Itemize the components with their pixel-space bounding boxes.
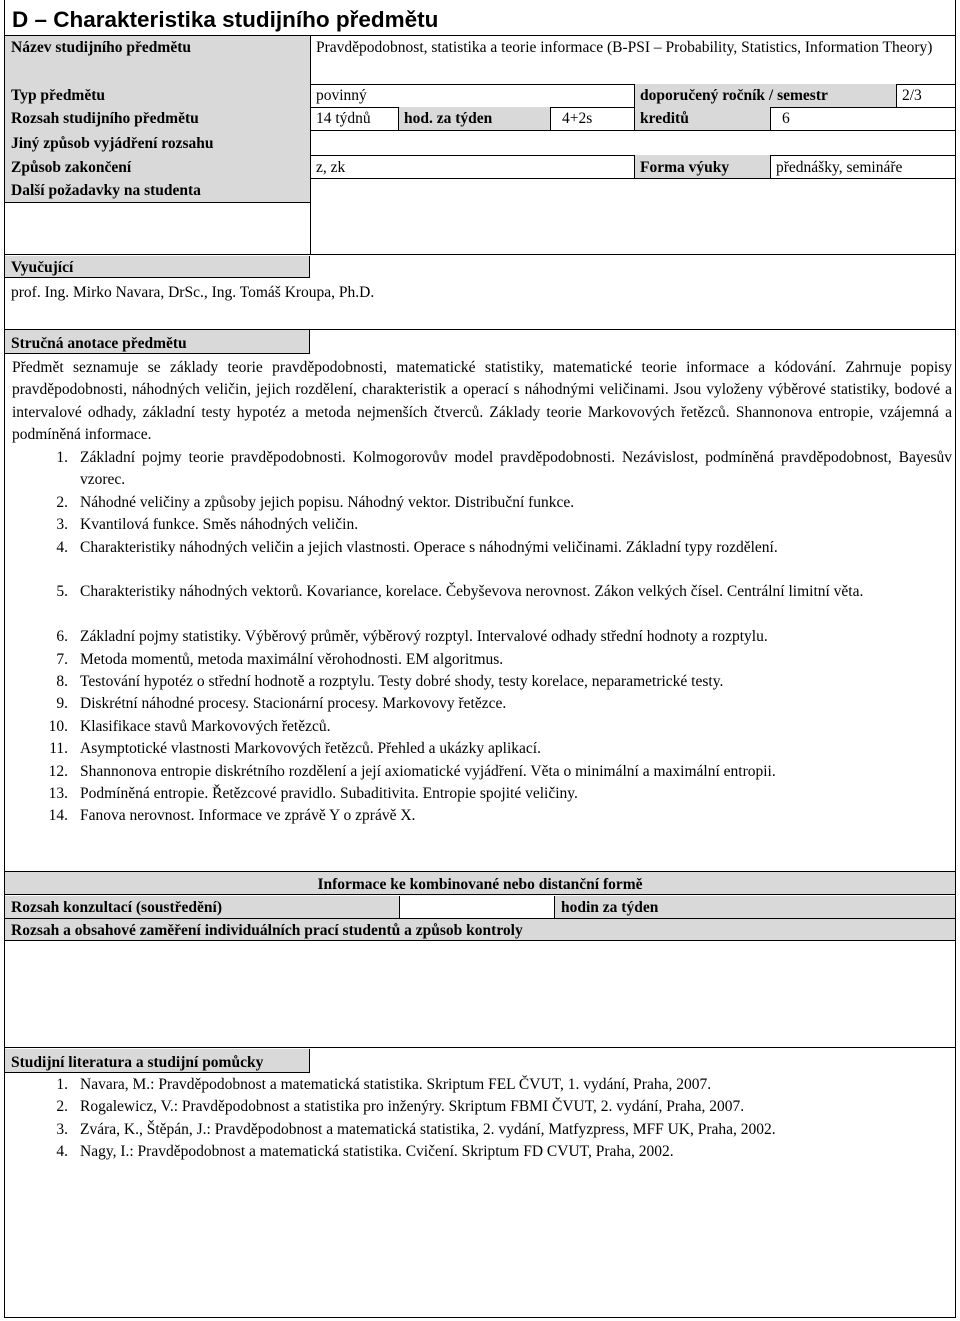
consultations-label: Rozsah konzultací (soustředění) xyxy=(5,896,400,918)
rule xyxy=(5,202,310,203)
topic-text: Podmíněná entropie. Řetězcové pravidlo. Subaditivita. Entropie spojité veličiny. xyxy=(80,785,578,802)
rule xyxy=(770,155,771,178)
topic-text: Klasifikace stavů Markovových řetězců. xyxy=(80,717,331,735)
individual-work-label: Rozsah a obsahové zaměření individuálních prací studentů a způsob kontroly xyxy=(5,919,955,941)
topic-text: Základní pojmy statistiky. Výběrový průměr, výběrový rozptyl. Intervalové odhady střední hodnoty a rozptylu. xyxy=(80,628,768,646)
course-name-label: Název studijního předmětu xyxy=(5,36,310,84)
literature-label: Studijní literatura a studijní pomůcky xyxy=(5,1049,310,1073)
consultations-hours-label: hodin za týden xyxy=(555,896,955,918)
rule xyxy=(770,107,771,130)
topic-number: 12. xyxy=(48,762,68,780)
rule xyxy=(398,107,399,130)
requirements-label: Další požadavky na studenta xyxy=(5,178,310,202)
annotation-paragraph: Předmět seznamuje se základy teorie pravděpodobnosti, matematické statistiky, matematické teorie informace a kódování. Zahrnuje popisy pravděpodobnosti, náhodných veličin, jejich rozdělení, charakteristik a operací s náhodnými veličinami. Jsou vyloženy výběrové statistiky, bodové a intervalové odhady, základní testy hypotéz a metoda nejmenších čtverců. Základy teorie Markovových řetězců. Shannonova entropie, vzájemná a podmíněná informace. xyxy=(12,359,952,444)
topic-number: 10. xyxy=(48,717,68,735)
consultations-value xyxy=(400,896,555,918)
year-semester-label: doporučený ročník / semestr xyxy=(634,84,896,107)
rule xyxy=(896,84,897,107)
topic-number: 1. xyxy=(56,449,68,466)
credits-label: kreditů xyxy=(634,107,770,130)
topic-text: Fanova nerovnost. Informace ve zprávě Y o zprávě X. xyxy=(80,807,416,825)
course-type-label: Typ předmětu xyxy=(5,84,310,107)
topic-text: Asymptotické vlastnosti Markovových řetězců. Přehled a ukázky aplikací. xyxy=(80,740,541,758)
topic-number: 2. xyxy=(56,493,68,511)
hours-per-week-label: hod. za týden xyxy=(398,107,550,130)
literature-number: 2. xyxy=(56,1098,68,1116)
topic-text: Kvantilová funkce. Směs náhodných veličin. xyxy=(80,516,359,534)
other-scope-label: Jiný způsob vyjádření rozsahu xyxy=(5,130,310,155)
annotation-label: Stručná anotace předmětu xyxy=(5,330,310,354)
literature-text: Zvára, K., Štěpán, J.: Pravděpodobnost a matematická statistika, 2. vydání, Matfyzpress, MFF UK, Praha, 2002. xyxy=(80,1120,776,1138)
teachers-label: Vyučující xyxy=(5,256,310,278)
literature-text: Nagy, I.: Pravděpodobnost a matematická statistika. Cvičení. Skriptum FD CVUT, Praha, 2002. xyxy=(80,1143,674,1161)
teaching-form-value: přednášky, semináře xyxy=(776,159,903,176)
topic-text: Náhodné veličiny a způsoby jejich popisu. Náhodný vektor. Distribuční funkce. xyxy=(80,493,575,511)
topic-text: Metoda momentů, metoda maximální věrohodnosti. EM algoritmus. xyxy=(80,650,504,668)
credits-value: 6 xyxy=(782,110,790,127)
topic-number: 8. xyxy=(56,673,68,690)
topic-number: 9. xyxy=(56,695,68,713)
year-semester-value: 2/3 xyxy=(902,87,922,104)
topic-number: 13. xyxy=(48,785,68,802)
completion-value: z, zk xyxy=(316,159,346,176)
teachers-value: prof. Ing. Mirko Navara, DrSc., Ing. Tomáš Kroupa, Ph.D. xyxy=(11,284,375,301)
topic-number: 3. xyxy=(56,516,68,534)
literature-text: Rogalewicz, V.: Pravděpodobnost a statistika pro inženýry. Skriptum FBMI ČVUT, 2. vydání, Praha, 2007. xyxy=(80,1098,745,1116)
literature-number: 4. xyxy=(56,1143,68,1161)
rule xyxy=(634,155,635,178)
course-type-value: povinný xyxy=(316,87,367,104)
topic-number: 11. xyxy=(49,740,68,758)
scope-label: Rozsah studijního předmětu xyxy=(5,107,310,130)
topic-number: 7. xyxy=(56,650,68,668)
literature-text: Navara, M.: Pravděpodobnost a matematická statistika. Skriptum FEL ČVUT, 1. vydání, Praha, 2007. xyxy=(80,1076,712,1093)
topic-number: 6. xyxy=(56,628,68,646)
rule xyxy=(310,35,311,254)
rule xyxy=(550,107,551,130)
literature-number: 1. xyxy=(56,1076,68,1093)
topic-text: Charakteristiky náhodných veličin a jejich vlastnosti. Operace s náhodnými veličinami. Základní typy rozdělení. xyxy=(80,538,778,556)
rule xyxy=(5,1047,955,1048)
topic-number: 5. xyxy=(56,583,68,601)
hours-per-week-value: 4+2s xyxy=(562,110,593,127)
topic-number: 14. xyxy=(48,807,68,825)
rule xyxy=(5,254,955,255)
teaching-form-label: Forma výuky xyxy=(634,155,770,178)
course-name-value: Pravděpodobnost, statistika a teorie informace (B-PSI – Probability, Statistics, Information Theory) xyxy=(316,39,933,56)
course-sheet xyxy=(4,0,956,1318)
topic-text: Základní pojmy teorie pravděpodobnosti. Kolmogorovův model pravděpodobnosti. Nezávislost, podmíněná pravděpodobnost, Bayesův vzorec. xyxy=(80,449,952,489)
annotation-text xyxy=(12,357,952,447)
topic-text: Testování hypotéz o střední hodnotě a rozptylu. Testy dobré shody, testy korelace, neparametrické testy. xyxy=(80,673,724,690)
distance-heading: Informace ke kombinované nebo distanční formě xyxy=(5,872,955,895)
topic-text: Charakteristiky náhodných vektorů. Kovariance, korelace. Čebyševova nerovnost. Zákon velkých čísel. Centrální limitní věta. xyxy=(80,583,864,601)
rule xyxy=(634,84,635,130)
page-title: D – Charakteristika studijního předmětu xyxy=(12,7,439,32)
topic-text: Shannonova entropie diskrétního rozdělení a její axiomatické vyjádření. Věta o minimální a maximální entropii. xyxy=(80,762,776,780)
completion-label: Způsob zakončení xyxy=(5,155,310,178)
topic-number: 4. xyxy=(56,538,68,556)
scope-weeks: 14 týdnů xyxy=(316,110,371,127)
literature-number: 3. xyxy=(56,1120,68,1138)
topic-text: Diskrétní náhodné procesy. Stacionární procesy. Markovovy řetězce. xyxy=(80,695,507,713)
